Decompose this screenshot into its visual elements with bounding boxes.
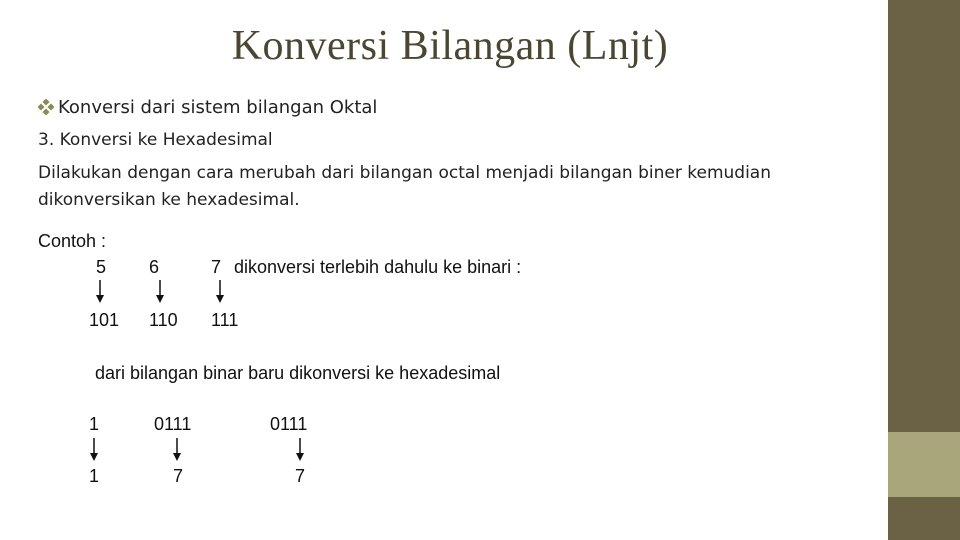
down-arrow-icon — [155, 280, 165, 304]
octal-note: dikonversi terlebih dahulu ke binari : — [234, 257, 522, 277]
example-image — [22, 228, 632, 520]
octal-digit: 7 — [211, 257, 222, 277]
subheading: 3. Konversi ke Hexadesimal — [38, 130, 273, 150]
down-arrow-icon — [89, 438, 99, 462]
binary-group: 111 — [211, 310, 239, 330]
slide-title: Konversi Bilangan (Lnjt) — [231, 23, 669, 69]
bullet-text: Konversi dari sistem bilangan Oktal — [58, 97, 378, 118]
down-arrow-icon — [215, 280, 225, 304]
octal-digit: 6 — [149, 257, 160, 277]
example-label: Contoh : — [38, 231, 107, 251]
bullet-item — [38, 97, 377, 118]
hex-digit: 7 — [173, 466, 184, 486]
hex-digit: 7 — [295, 466, 306, 486]
regroup-note: dari bilangan binar baru dikonversi ke hexadesimal — [95, 363, 501, 383]
binary-group: 110 — [149, 310, 178, 330]
hex-binary-group: 0111 — [154, 414, 192, 434]
octal-digit: 5 — [96, 257, 107, 277]
binary-group: 101 — [89, 310, 120, 330]
diamond-bullet-icon — [38, 99, 54, 115]
hex-binary-group: 1 — [89, 414, 100, 434]
sidebar-accent — [888, 432, 960, 497]
paragraph-line-1: Dilakukan dengan cara merubah dari bilangan octal menjadi bilangan biner kemudian — [38, 163, 771, 183]
hex-digit: 1 — [89, 466, 100, 486]
paragraph-line-2: dikonversikan ke hexadesimal. — [38, 190, 300, 210]
down-arrow-icon — [172, 438, 182, 462]
down-arrow-icon — [95, 280, 105, 304]
down-arrow-icon — [295, 438, 305, 462]
hex-binary-group: 0111 — [270, 414, 308, 434]
